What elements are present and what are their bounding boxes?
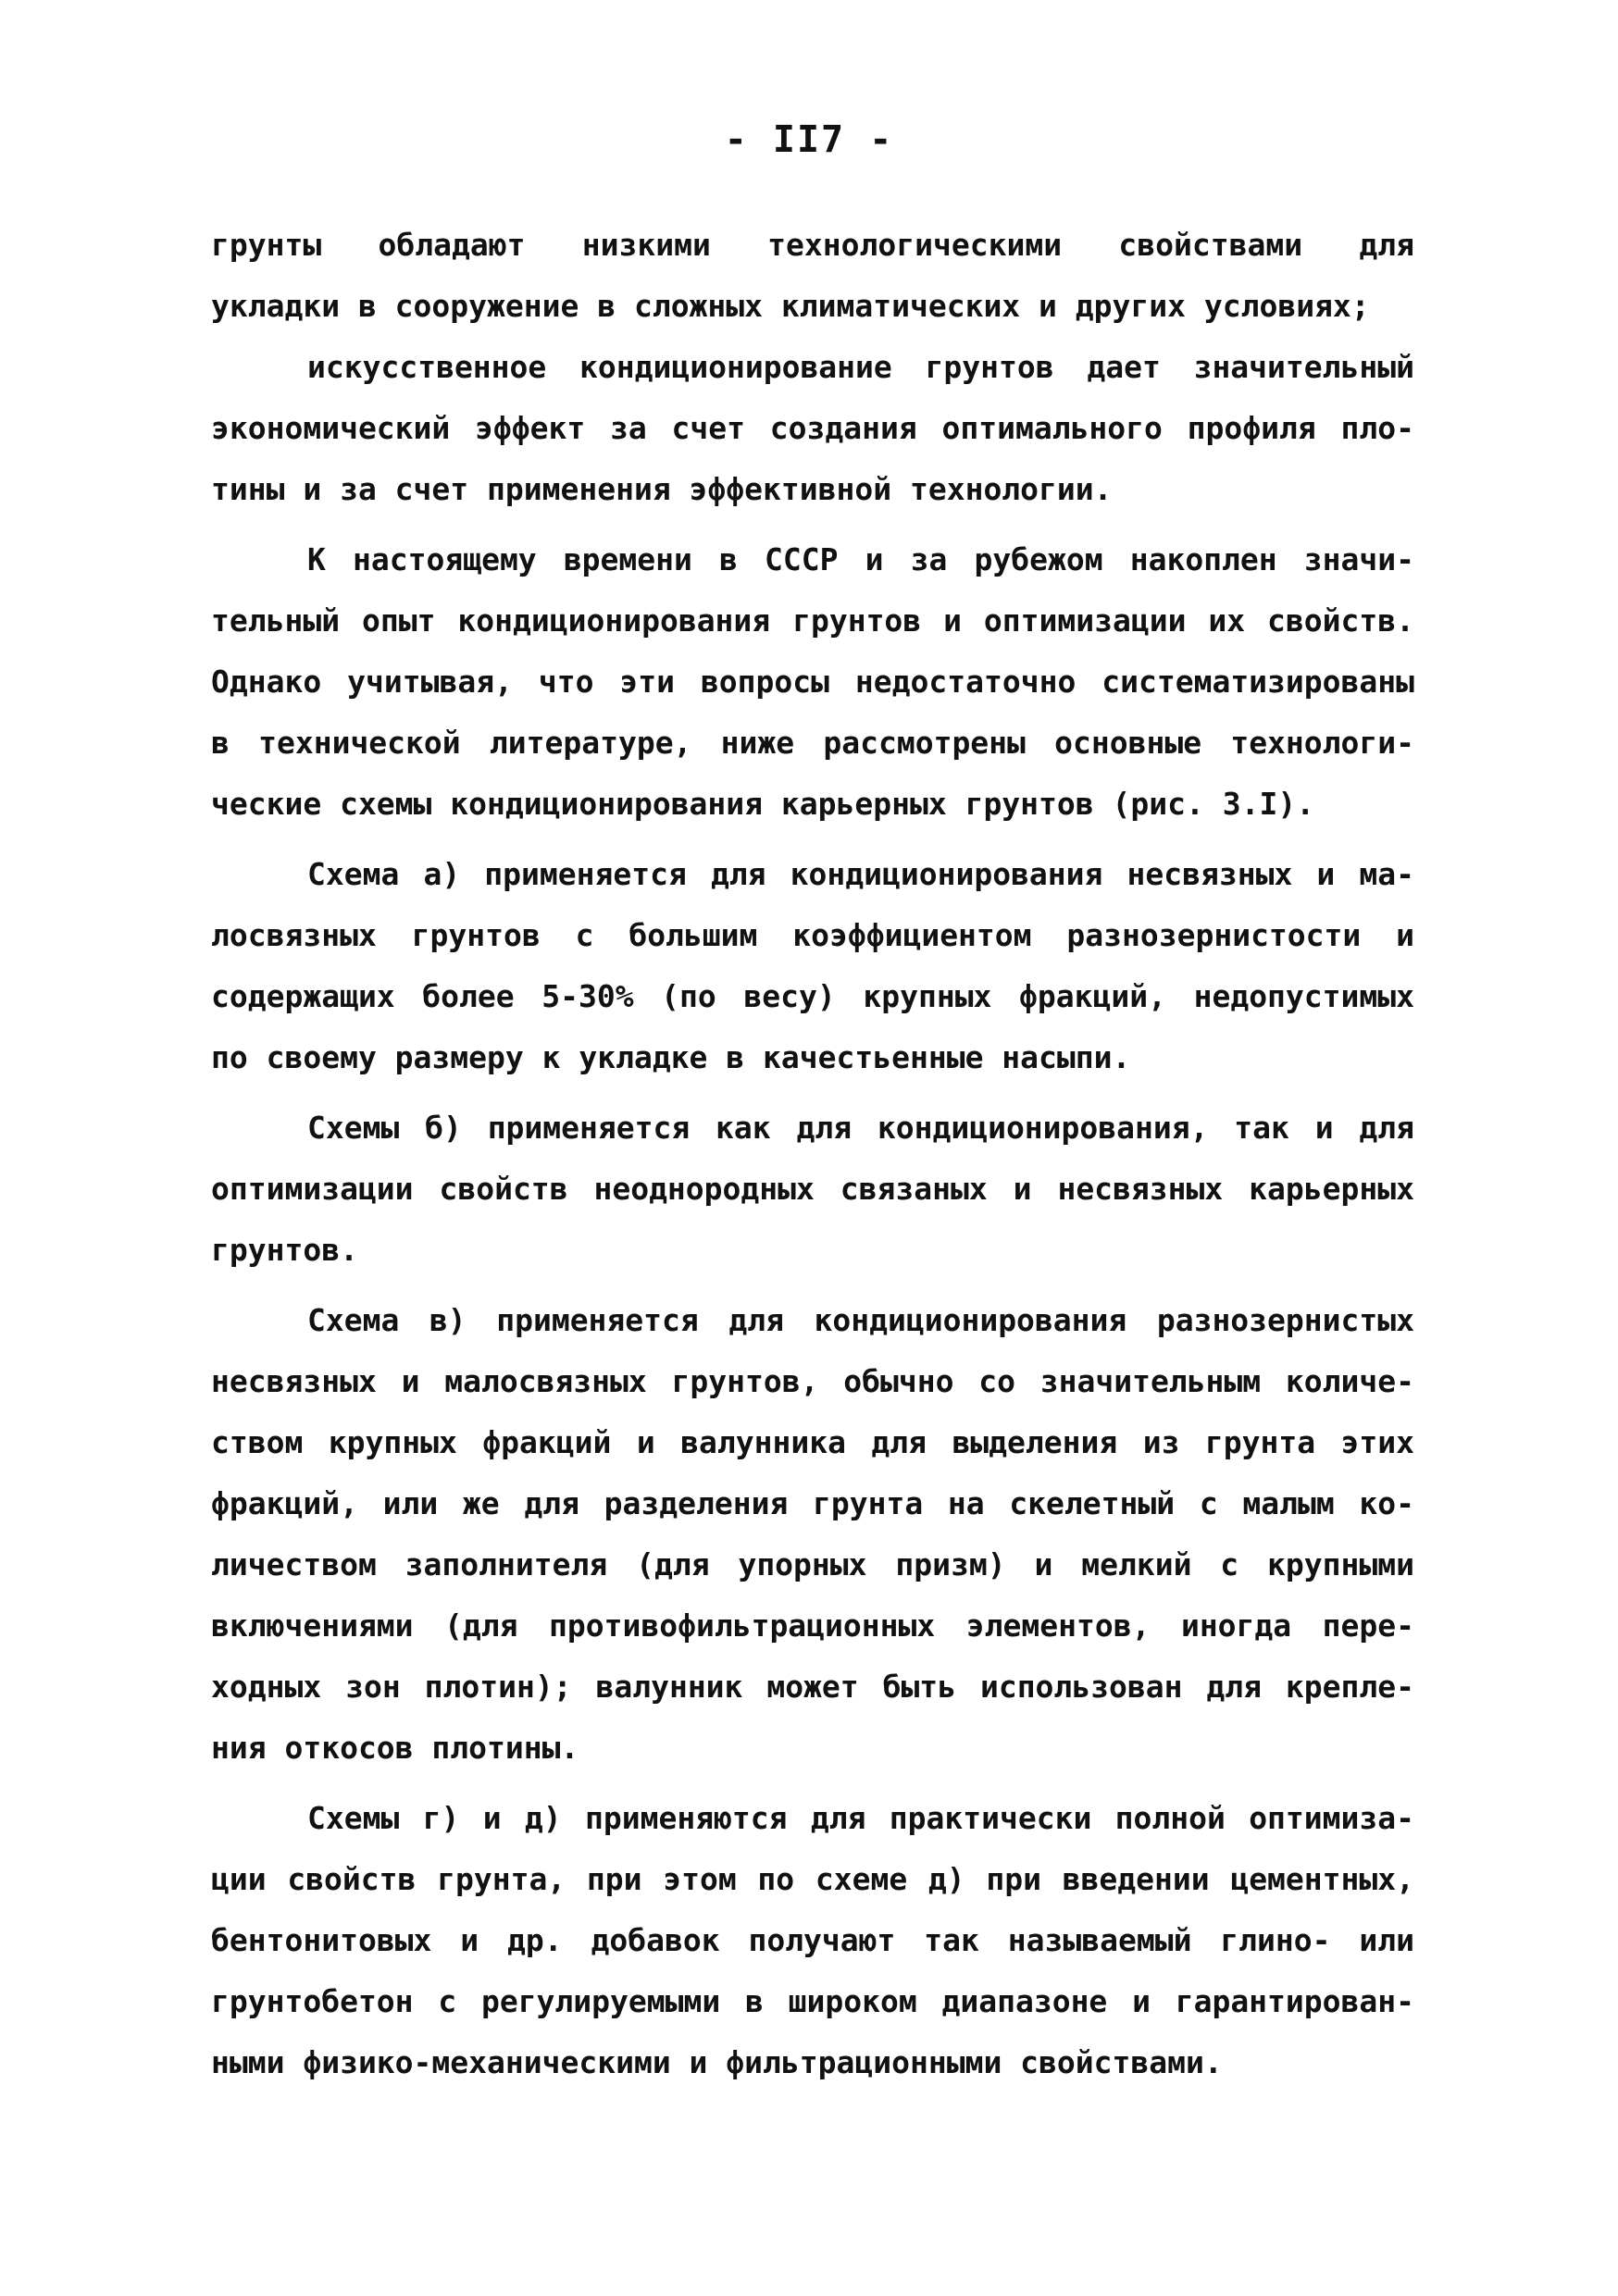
text-line: содержащих более 5-30% (по весу) крупных фракций, недопустимых [211,978,1414,1014]
text-line: искусственное кондиционирование грунтов дает значительный [307,349,1414,385]
text-line: К настоящему времени в СССР и за рубежом накоплен значи- [307,541,1414,577]
text-line: тины и за счет применения эффективной технологии. [211,471,1113,507]
text-line: ческие схемы кондиционирования карьерных грунтов (рис. 3.I). [211,786,1315,822]
text-line: Схемы г) и д) применяются для практически полной оптимиза- [307,1800,1414,1836]
paragraph [211,529,1414,835]
text-line: тельный опыт кондиционирования грунтов и оптимизации их свойств. [211,602,1414,639]
text-line: грунты обладают низкими технологическими свойствами для [211,227,1414,263]
text-line: фракций, или же для разделения грунта на скелетный с малым ко- [211,1485,1414,1521]
text-line: Схемы б) применяется как для кондиционирования, так и для [307,1110,1414,1146]
text-line: включениями (для противофильтрационных элементов, иногда пере- [211,1607,1414,1644]
text-line: в технической литературе, ниже рассмотрены основные технологи- [211,725,1414,761]
paragraph [211,1788,1414,2093]
text-line: оптимизации свойств неоднородных связаных и несвязных карьерных [211,1171,1414,1207]
text-line: личеством заполнителя (для упорных призм) и мелкий с крупными [211,1546,1414,1582]
text-line: Схема в) применяется для кондиционирования разнозернистых [307,1302,1414,1338]
page-number: - II7 - [724,118,894,161]
text-line: по своему размеру к укладке в качестьенные насыпи. [211,1039,1131,1075]
paragraph [211,1098,1414,1281]
text-line: ходных зон плотин); валунник может быть использован для крепле- [211,1669,1414,1705]
paragraph [211,215,1414,337]
text-line: Однако учитывая, что эти вопросы недостаточно систематизированы [211,664,1414,700]
body-text [211,215,1414,2093]
text-line: несвязных и малосвязных грунтов, обычно со значительным количе- [211,1363,1414,1399]
text-line: экономический эффект за счет создания оптимального профиля пло- [211,410,1414,446]
text-line: ством крупных фракций и валунника для выделения из грунта этих [211,1424,1414,1460]
text-line: укладки в сооружение в сложных климатических и других условиях; [211,288,1370,324]
text-line: ния откосов плотины. [211,1730,579,1766]
text-line: грунтобетон с регулируемыми в широком диапазоне и гарантирован- [211,1983,1414,2019]
paragraph [211,1290,1414,1779]
text-line: Схема а) применяется для кондиционирования несвязных и ма- [307,856,1414,892]
paragraph [211,337,1414,520]
text-line: лосвязных грунтов с большим коэффициентом разнозернистости и [211,917,1414,953]
text-line: ными физико-механическими и фильтрационными свойствами. [211,2044,1223,2080]
paragraph [211,844,1414,1088]
text-line: грунтов. [211,1232,358,1268]
text-line: ции свойств грунта, при этом по схеме д) при введении цементных, [211,1861,1414,1897]
text-line: бентонитовых и др. добавок получают так называемый глино- или [211,1922,1414,1958]
